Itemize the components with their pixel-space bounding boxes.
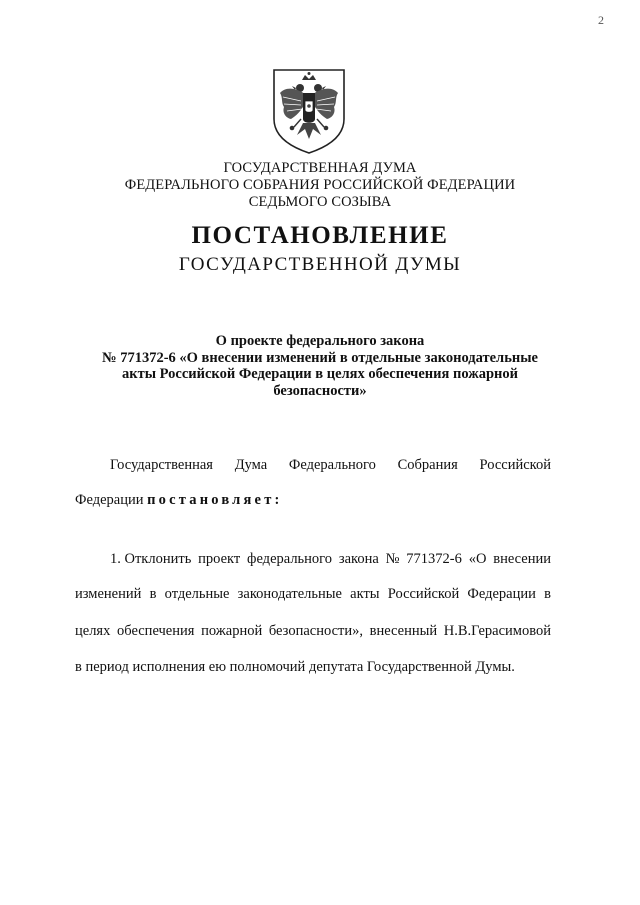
item1-word: №: [385, 551, 400, 567]
item1-line-1: [75, 551, 551, 568]
preamble-line-1: [75, 457, 551, 474]
item1-word: Российской: [387, 586, 460, 602]
item1-word: федерального: [247, 551, 333, 567]
item1-word: целях: [75, 623, 111, 639]
preamble-word: Федерального: [288, 457, 376, 473]
item1-word: 1. Отклонить: [110, 551, 192, 567]
subject-line-4: безопасности»: [273, 382, 367, 399]
item1-word: Федерации: [467, 586, 536, 602]
item1-word: в: [544, 586, 551, 602]
resolves-word: постановляет:: [147, 492, 283, 508]
item1-word: проект: [198, 551, 241, 567]
preamble-word: Дума: [234, 457, 268, 473]
document-type-title: ПОСТАНОВЛЕНИЕ: [191, 222, 449, 249]
document-issuer: ГОСУДАРСТВЕННОЙ ДУМЫ: [178, 254, 462, 275]
item1-line-4: в период исполнения ею полномочий депутата Государственной Думы.: [75, 659, 515, 675]
item1-word: акты: [350, 586, 380, 602]
preamble-line-2: [75, 492, 551, 509]
subject-line-1: О проекте федерального закона: [215, 333, 425, 349]
item1-word: Н.В.Герасимовой: [443, 623, 551, 639]
subject-line-3: акты Российской Федерации в целях обеспечения пожарной: [121, 366, 518, 382]
item1-word: внесенный: [369, 623, 438, 639]
item1-word: изменений: [75, 586, 142, 602]
document-subject: [80, 333, 560, 399]
header-line-1: ГОСУДАРСТВЕННАЯ ДУМА: [223, 160, 417, 176]
item1-word: 771372-6: [406, 551, 462, 567]
preamble-word: Российской: [479, 457, 551, 473]
preamble-line-2-start: Федерации: [75, 492, 144, 508]
item1-word: «О: [468, 551, 487, 567]
item1-line-2: [75, 586, 551, 603]
subject-line-2: № 771372-6 «О внесении изменений в отдельные законодательные: [102, 349, 538, 366]
item1-line-3: [75, 623, 551, 640]
header-line-2: ФЕДЕРАЛЬНОГО СОБРАНИЯ РОССИЙСКОЙ ФЕДЕРАЦИИ: [124, 177, 516, 193]
item1-word: внесении: [493, 551, 551, 567]
item1-word: безопасности»,: [268, 623, 363, 639]
preamble-word: Государственная: [110, 457, 213, 473]
item1-word: закона: [338, 551, 379, 567]
preamble-word: Собрания: [397, 457, 458, 473]
item1-word: законодательные: [237, 586, 342, 602]
coat-of-arms-emblem-icon: [271, 67, 347, 155]
item1-word: пожарной: [201, 623, 263, 639]
corner-mark: 2: [598, 13, 604, 27]
header-line-3: СЕДЬМОГО СОЗЫВА: [248, 194, 392, 210]
parliament-header: [0, 160, 640, 211]
item1-word: отдельные: [164, 586, 230, 602]
item1-word: в: [149, 586, 157, 602]
item1-word: обеспечения: [117, 623, 195, 639]
